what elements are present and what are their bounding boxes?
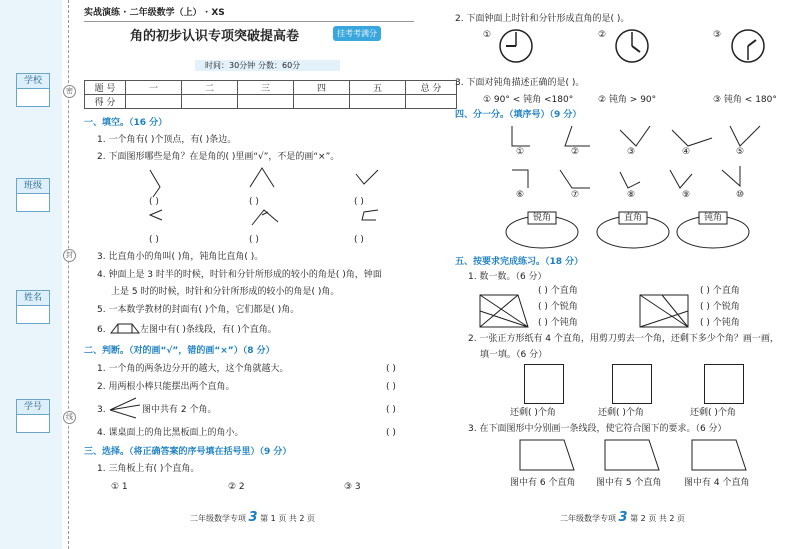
angle-label-1: ① [516, 147, 525, 157]
angle-label-7: ⑦ [571, 190, 580, 200]
choice-option[interactable]: ③ 钝角 < 180° [713, 95, 777, 105]
page-title: 角的初步认识专项突破提高卷 [130, 29, 300, 44]
answer-paren-f[interactable]: ( ) [354, 235, 364, 245]
question-1-1: 1. 一个角有( )个顶点，有( )条边。 [97, 135, 237, 145]
count-acute-angles-2[interactable]: ( ) 个锐角 [700, 302, 740, 312]
judge-paren-3[interactable]: ( ) [386, 405, 396, 415]
footer-right [560, 510, 685, 525]
student-id-label: 学号 [16, 399, 50, 415]
answer-paren-d[interactable]: ( ) [149, 235, 159, 245]
answer-paren-b[interactable]: ( ) [249, 197, 259, 207]
footer-left-page: 第 1 页 共 2 页 [260, 514, 316, 523]
question-1-4b: 上是 5 时的时候，时针和分针所形成的较小的角是( )角。 [111, 287, 340, 297]
trapezoid-label-3: 图中有 4 个直角 [684, 478, 750, 488]
count-obtuse-angles-1[interactable]: ( ) 个钝角 [538, 318, 578, 328]
question-5-2a: 2. 一张正方形纸有 4 个直角，用剪刀剪去一个角，还剩下多少个角？画一画， [468, 334, 779, 344]
clock-label-2: ② [598, 30, 607, 40]
choice-option[interactable]: ② 2 [228, 482, 245, 492]
question-1-3: 3. 比直角小的角叫( )角，钝角比直角( )。 [97, 252, 264, 262]
judge-paren-2[interactable]: ( ) [386, 382, 396, 392]
question-1-6-num: 6. [97, 325, 106, 335]
question-2-2: 2. 用两根小棒只能摆出两个直角。 [97, 382, 235, 392]
judge-paren-4[interactable]: ( ) [386, 428, 396, 438]
question-2-3-num: 3. [97, 405, 106, 415]
name-label: 姓名 [16, 290, 50, 306]
question-1-6: 左图中有( )条线段，有( )个直角。 [140, 325, 277, 335]
clock-label-1: ① [483, 30, 492, 40]
remain-label-2[interactable]: 还剩( )个角 [598, 408, 644, 418]
section-3-title: 三、选择。（将正确答案的序号填在括号里）（9 分） [84, 447, 292, 457]
question-2-3: 图中共有 2 个角。 [142, 405, 217, 415]
trapezoid-2 [605, 440, 659, 470]
trapezoid-label-2: 图中有 5 个直角 [596, 478, 662, 488]
count-right-angles-1[interactable]: ( ) 个直角 [538, 286, 578, 296]
oval-label-obtuse: 钝角 [704, 213, 723, 223]
answer-paren-e[interactable]: ( ) [249, 235, 259, 245]
answer-paren-c[interactable]: ( ) [354, 197, 364, 207]
section-4-title: 四、分一分。（填序号）（9 分） [455, 110, 582, 120]
choice-option[interactable]: ② 钝角 > 90° [598, 95, 657, 105]
trapezoid-label-1: 图中有 6 个直角 [510, 478, 576, 488]
angle-label-4: ④ [682, 147, 691, 157]
answer-paren-a[interactable]: ( ) [149, 197, 159, 207]
oval-label-right: 直角 [624, 213, 643, 223]
footer-right-title: 二年级数学专项 [560, 514, 616, 523]
class-label: 班级 [16, 178, 50, 194]
time-label: 时间：30分钟 [205, 61, 256, 70]
question-1-5: 5. 一本数学教材的封面有( )个角，它们都是( )角。 [97, 305, 300, 315]
seal-mark: 密 [63, 85, 76, 98]
question-3-3: 3. 下面对钝角描述正确的是( )。 [455, 78, 585, 88]
angle-label-9: ⑨ [682, 190, 691, 200]
choice-option[interactable]: ① 1 [111, 482, 128, 492]
count-acute-angles-1[interactable]: ( ) 个锐角 [538, 302, 578, 312]
exam-badge: 挂考考满分 [333, 26, 381, 41]
fold-mark: 封 [63, 249, 76, 262]
question-3-2: 2. 下面钟面上时针和分针形成直角的是( )。 [455, 14, 630, 24]
question-1-2: 2. 下面图形哪些是角？在是角的( )里画“√”，不是的画“×”。 [97, 152, 340, 162]
angle-label-6: ⑥ [516, 190, 525, 200]
score-label: 分数：60分 [258, 61, 301, 70]
angle-label-5: ⑤ [736, 147, 745, 157]
footer-right-page: 第 2 页 共 2 页 [630, 514, 686, 523]
angle-label-8: ⑧ [627, 190, 636, 200]
trapezoid-1 [520, 440, 574, 470]
score-header: 四 [294, 81, 350, 95]
angle-label-2: ② [571, 147, 580, 157]
question-1-4a: 4. 钟面上是 3 时半的时候，时针和分针所形成的较小的角是( )角，钟面 [97, 270, 382, 280]
score-header: 一 [126, 81, 182, 95]
angle-label-10: ⑩ [736, 190, 745, 200]
question-5-2b: 填一填。（6 分） [480, 350, 548, 360]
angle-label-3: ③ [627, 147, 636, 157]
footer-left-title: 二年级数学专项 [190, 514, 246, 523]
series-label: 实战演练 · 二年级数学（上） · XS [84, 8, 225, 18]
question-5-1: 1. 数一数。（6 分） [468, 272, 547, 282]
choice-option[interactable]: ① 90° < 钝角 <180° [483, 95, 574, 105]
score-header: 三 [238, 81, 294, 95]
judge-paren-1[interactable]: ( ) [386, 364, 396, 374]
count-obtuse-angles-2[interactable]: ( ) 个钝角 [700, 318, 740, 328]
count-right-angles-2[interactable]: ( ) 个直角 [700, 286, 740, 296]
oval-label-acute: 锐角 [533, 213, 552, 223]
trapezoid-3 [692, 440, 746, 470]
question-2-1: 1. 一个角的两条边分开的越大，这个角就越大。 [97, 364, 289, 374]
school-label: 学校 [16, 73, 50, 89]
question-3-1: 1. 三角板上有( )个直角。 [97, 464, 200, 474]
section-1-title: 一、填空。（16 分） [84, 118, 168, 128]
score-header: 二 [182, 81, 238, 95]
remain-label-3[interactable]: 还剩( )个角 [690, 408, 736, 418]
remain-label-1[interactable]: 还剩( )个角 [510, 408, 556, 418]
choice-option[interactable]: ③ 3 [344, 482, 361, 492]
score-row-label: 得 分 [85, 95, 126, 109]
footer-right-number: 3 [618, 510, 628, 525]
line-mark: 线 [63, 411, 76, 424]
score-header: 总 分 [406, 81, 457, 95]
score-header: 题 号 [85, 81, 126, 95]
question-5-3: 3. 在下面图形中分别画一条线段，使它符合图下的要求。（6 分） [468, 424, 727, 434]
section-5-title: 五、按要求完成练习。（18 分） [455, 257, 584, 267]
footer-left-number: 3 [248, 510, 258, 525]
clock-label-3: ③ [713, 30, 722, 40]
section-2-title: 二、判断。（对的画“√”，错的画“×”）（8 分） [84, 346, 275, 356]
score-header: 五 [350, 81, 406, 95]
question-2-4: 4. 课桌面上的角比黑板面上的角小。 [97, 428, 244, 438]
